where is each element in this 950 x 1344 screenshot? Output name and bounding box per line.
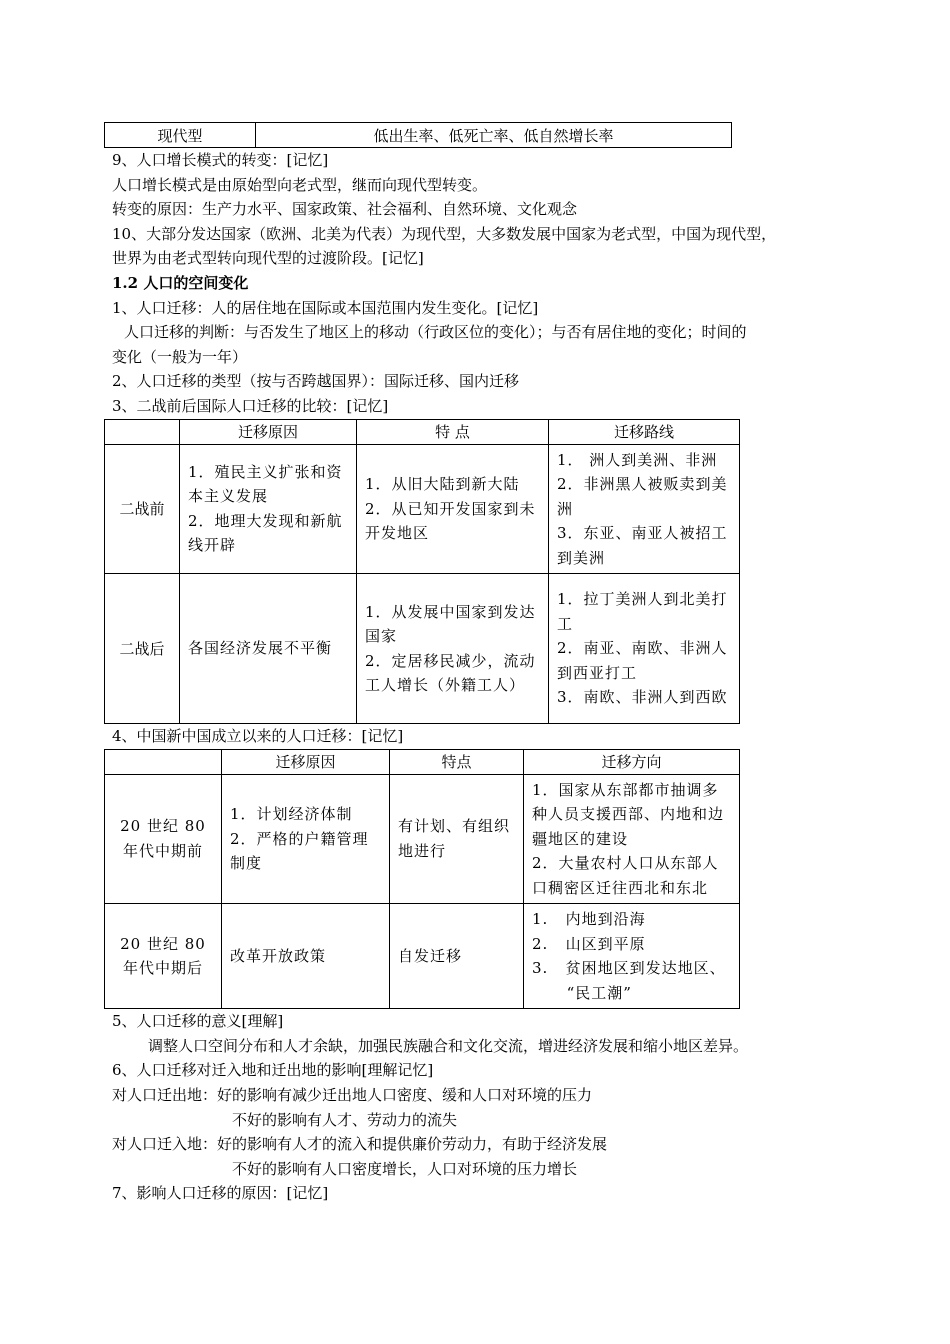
china-migration-table <box>104 749 740 1010</box>
row-label-cell: 二战后 <box>105 574 180 724</box>
header-cell: 特点 <box>390 749 524 774</box>
text-line: 不好的影响有人口密度增长，人口对环境的压力增长 <box>232 1159 578 1178</box>
text-line: 变化（一般为一年） <box>112 347 248 366</box>
text-line: 人口增长模式是由原始型向老式型，继而向现代型转变。 <box>112 175 488 194</box>
reason-cell: 1．计划经济体制 2．严格的户籍管理制度 <box>222 774 390 904</box>
text-line: 2、人口迁移的类型（按与否跨越国界）：国际迁移、国内迁移 <box>112 372 520 391</box>
table-row <box>105 123 732 148</box>
table-header-row <box>105 419 740 444</box>
text-line: 世界为由老式型转向现代型的过渡阶段。[记忆] <box>112 249 424 268</box>
text-line: 调整人口空间分布和人才余缺，加强民族融合和文化交流，增进经济发展和缩小地区差异。 <box>148 1036 749 1055</box>
header-cell <box>105 419 180 444</box>
text-line: 10、大部分发达国家（欧洲、北美为代表）为现代型，大多数发展中国家为老式型，中国为现代型， <box>112 224 777 243</box>
row-label-cell: 20 世纪 80 年代中期后 <box>105 904 222 1009</box>
text-line: 转变的原因：生产力水平、国家政策、社会福利、自然环境、文化观念 <box>112 200 578 219</box>
feature-cell: 自发迁移 <box>390 904 524 1009</box>
text-line: 人口迁移的判断：与否发生了地区上的移动（行政区位的变化）；与否有居住地的变化；时间的 <box>124 323 747 342</box>
table-row <box>105 444 740 574</box>
table-row <box>105 904 740 1009</box>
reason-cell: 改革开放政策 <box>222 904 390 1009</box>
table-row <box>105 774 740 904</box>
header-cell: 迁移原因 <box>222 749 390 774</box>
text-line: 9、人口增长模式的转变：[记忆] <box>112 151 329 169</box>
feature-cell: 1．从旧大陆到新大陆 2．从已知开发国家到未开发地区 <box>357 444 549 574</box>
model-table <box>104 122 732 148</box>
header-cell <box>105 749 222 774</box>
feature-cell: 1．从发展中国家到发达国家 2．定居移民减少，流动工人增长（外籍工人） <box>357 574 549 724</box>
route-cell: 1． 洲人到美洲、非洲 2．非洲黑人被贩卖到美洲 3．东亚、南亚人被招工到美洲 <box>549 444 740 574</box>
header-cell: 特 点 <box>357 419 549 444</box>
text-line: 7、影响人口迁移的原因：[记忆] <box>112 1184 329 1203</box>
text-line: 对人口迁入地：好的影响有人才的流入和提供廉价劳动力，有助于经济发展 <box>112 1135 608 1154</box>
text-line: 6、人口迁移对迁入地和迁出地的影响[理解记忆] <box>112 1061 434 1080</box>
row-label-cell: 20 世纪 80 年代中期前 <box>105 774 222 904</box>
document-page <box>112 122 846 1206</box>
model-desc-cell: 低出生率、低死亡率、低自然增长率 <box>256 123 732 148</box>
text-line: 不好的影响有人才、劳动力的流失 <box>232 1110 458 1129</box>
section-title: 1.2 人口的空间变化 <box>112 273 249 292</box>
ww2-migration-table <box>104 419 740 725</box>
text-line: 对人口迁出地：好的影响有减少迁出地人口密度、缓和人口对环境的压力 <box>112 1085 593 1104</box>
text-line: 4、中国新中国成立以来的人口迁移：[记忆] <box>112 727 404 746</box>
route-cell: 1．国家从东部都市抽调多种人员支援西部、内地和边疆地区的建设 2．大量农村人口从东部人口稠密区迁往西北和东北 <box>524 774 740 904</box>
table-header-row <box>105 749 740 774</box>
text-line: 3、二战前后国际人口迁移的比较：[记忆] <box>112 396 389 415</box>
route-cell: 1. 内地到沿海 2. 山区到平原 3. 贫困地区到发达地区、 “民工潮” <box>524 904 740 1009</box>
route-cell: 1．拉丁美洲人到北美打工 2．南亚、南欧、非洲人到西亚打工 3．南欧、非洲人到西欧 <box>549 574 740 724</box>
header-cell: 迁移路线 <box>549 419 740 444</box>
table-row <box>105 574 740 724</box>
header-cell: 迁移方向 <box>524 749 740 774</box>
row-label-cell: 二战前 <box>105 444 180 574</box>
text-line: 1、人口迁移：人的居住地在国际或本国范围内发生变化。[记忆] <box>112 298 539 317</box>
text-line: 5、人口迁移的意义[理解] <box>112 1012 284 1031</box>
header-cell: 迁移原因 <box>180 419 357 444</box>
model-type-cell: 现代型 <box>105 123 256 148</box>
feature-cell: 有计划、有组织地进行 <box>390 774 524 904</box>
reason-cell: 各国经济发展不平衡 <box>180 574 357 724</box>
reason-cell: 1．殖民主义扩张和资本主义发展 2．地理大发现和新航线开辟 <box>180 444 357 574</box>
